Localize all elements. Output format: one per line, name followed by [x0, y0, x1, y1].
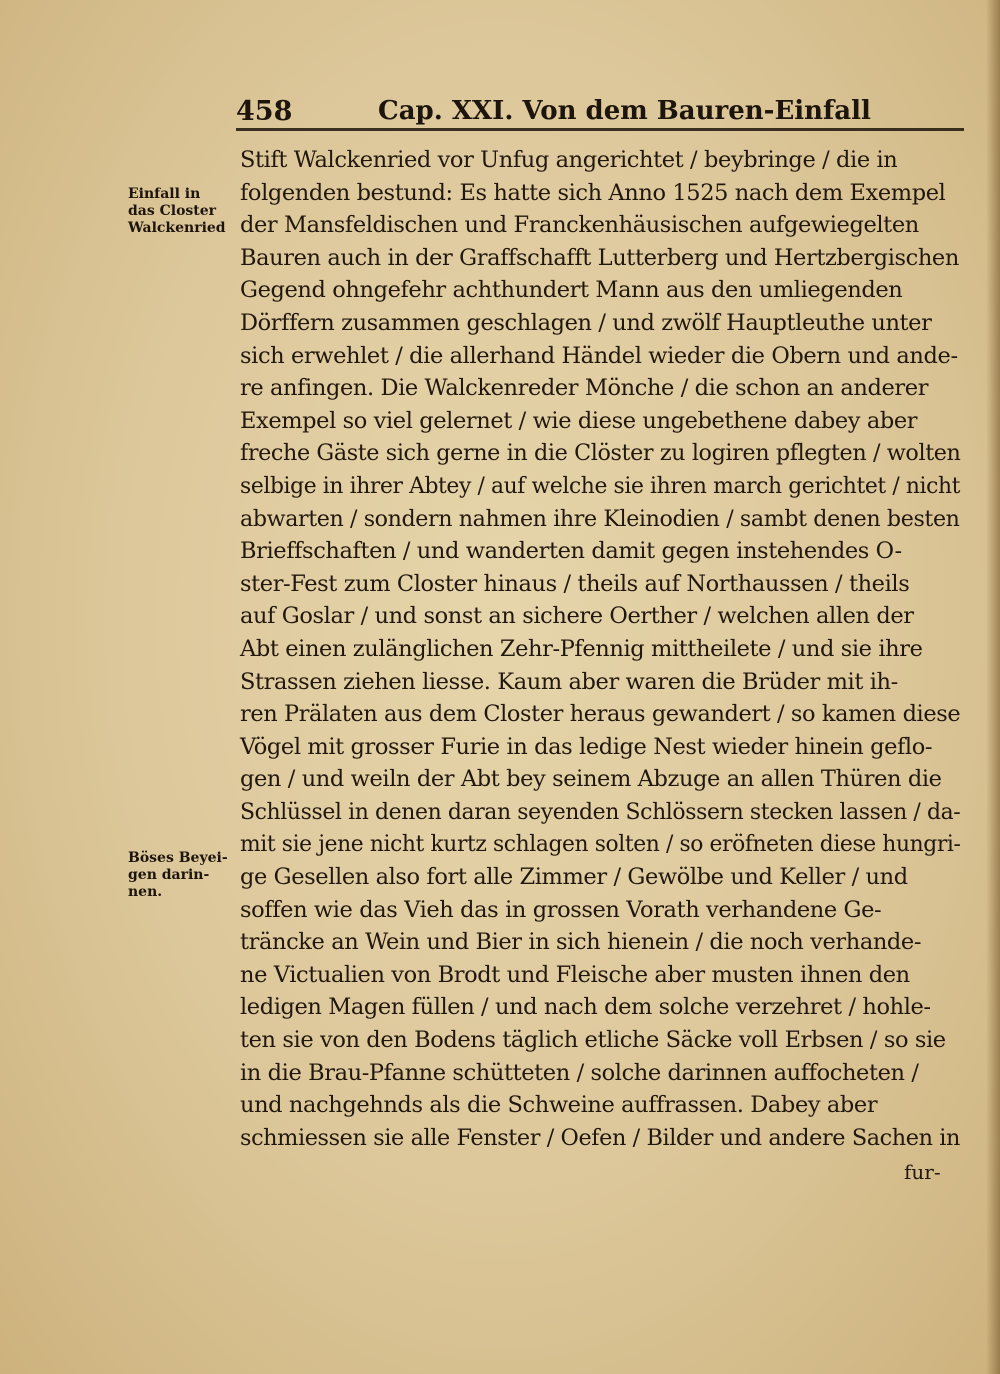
text-line: Bauren auch in der Graffschafft Lutterberg und Hertzbergischen [240, 244, 959, 271]
marginal-note [128, 850, 240, 901]
text-line: Abt einen zulänglichen Zehr-Pfennig mittheilete / und sie ihre [240, 635, 923, 662]
text-line: folgenden bestund: Es hatte sich Anno 1525 nach dem Exempel [240, 179, 946, 206]
marginal-note-line: nen. [128, 884, 163, 900]
text-line: und nachgehnds als die Schweine auffrassen. Dabey aber [240, 1092, 878, 1119]
marginal-note-line: Einfall in [128, 186, 201, 202]
body-text [240, 144, 960, 1154]
marginal-note-line: Böses Beyei- [128, 850, 228, 866]
text-line: ster-Fest zum Closter hinaus / theils auf Northaussen / theils [240, 570, 910, 597]
header-rule [236, 128, 964, 131]
page-number: 458 [236, 96, 293, 127]
marginal-note [128, 186, 240, 237]
running-head: Cap. XXI. Von dem Bauren-Einfall [378, 96, 871, 126]
text-line: Exempel so viel gelernet / wie diese ungebethene dabey aber [240, 407, 918, 434]
text-line: Brieffschaften / und wanderten damit gegen instehendes O- [240, 538, 902, 565]
text-line: abwarten / sondern nahmen ihre Kleinodien / sambt denen besten [240, 505, 960, 532]
text-line: Vögel mit grosser Furie in das ledige Nest wieder hinein geflo- [240, 733, 933, 760]
text-line: Schlüssel in denen daran seyenden Schlössern stecken lassen / da- [240, 798, 961, 825]
text-line: gen / und weiln der Abt bey seinem Abzuge an allen Thüren die [240, 766, 942, 793]
text-line: auf Goslar / und sonst an sichere Oerther / welchen allen der [240, 603, 914, 630]
text-line: Strassen ziehen liesse. Kaum aber waren die Brüder mit ih- [240, 668, 898, 695]
text-line: ten sie von den Bodens täglich etliche Säcke voll Erbsen / so sie [240, 1027, 946, 1054]
text-line: selbige in ihrer Abtey / auf welche sie ihren march gerichtet / nicht [240, 472, 961, 499]
text-line: Stift Walckenried vor Unfug angerichtet / beybringe / die in [240, 147, 898, 173]
text-line: soffen wie das Vieh das in grossen Vorath verhandene Ge- [240, 896, 882, 923]
text-line: schmiessen sie alle Fenster / Oefen / Bilder und andere Sachen in [240, 1124, 961, 1151]
text-line: freche Gäste sich gerne in die Clöster zu logiren pflegten / wolten [240, 440, 961, 467]
text-line: Gegend ohngefehr achthundert Mann aus den umliegenden [240, 277, 903, 304]
marginal-note-line: gen darin- [128, 867, 210, 883]
text-line: ge Gesellen also fort alle Zimmer / Gewölbe und Keller / und [240, 864, 908, 891]
text-line: re anfingen. Die Walckenreder Mönche / die schon an anderer [240, 375, 929, 402]
text-line: mit sie jene nicht kurtz schlagen solten / so eröfneten diese hungri- [240, 831, 961, 858]
text-line: ren Prälaten aus dem Closter heraus gewandert / so kamen diese [240, 701, 961, 728]
catchword: fur- [904, 1160, 941, 1184]
text-line: ne Victualien von Brodt und Fleische aber musten ihnen den [240, 961, 910, 988]
text-line: Dörffern zusammen geschlagen / und zwölf Hauptleuthe unter [240, 309, 932, 336]
text-line: ledigen Magen füllen / und nach dem solche verzehret / hohle- [240, 994, 931, 1021]
text-line: der Mansfeldischen und Franckenhäusischen aufgewiegelten [240, 212, 919, 239]
text-line: sich erwehlet / die allerhand Händel wieder die Obern und ande- [240, 342, 958, 369]
text-line: träncke an Wein und Bier in sich hienein / die noch verhande- [240, 929, 922, 956]
text-line: in die Brau-Pfanne schütteten / solche darinnen auffocheten / [240, 1059, 919, 1086]
page-edge-shadow [986, 0, 1000, 1374]
page-header [236, 94, 966, 130]
marginal-note-line: Walckenried [128, 220, 226, 236]
marginal-note-line: das Closter [128, 203, 217, 219]
